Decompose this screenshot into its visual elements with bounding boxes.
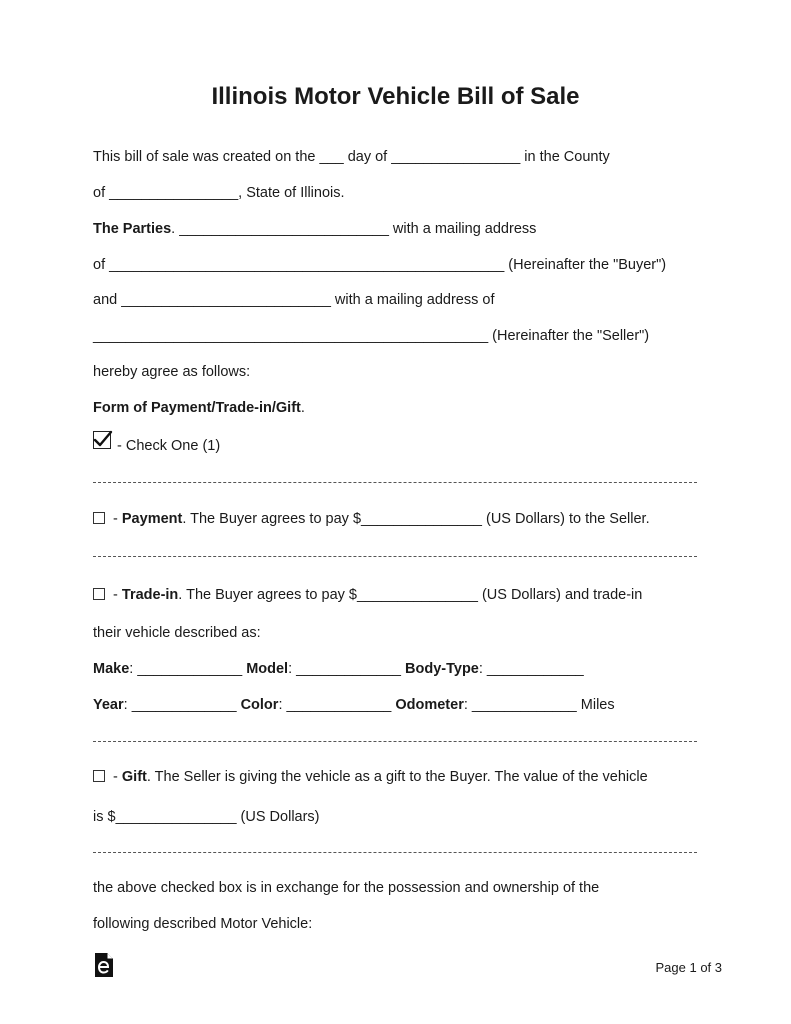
buyer-address-line: of _________________________________________________ (Hereinafter the "Buyer") <box>93 257 667 273</box>
county-line: of ________________, State of Illinois. <box>93 185 345 201</box>
vehicle-description-line: following described Motor Vehicle: <box>93 916 313 932</box>
gift-value-line: is $_______________ (US Dollars) <box>93 809 320 825</box>
model-label: Model <box>246 661 289 677</box>
tradein-option <box>93 586 642 604</box>
seller-address-line: _________________________________________________ (Hereinafter the "Seller") <box>93 328 650 344</box>
eforms-logo-icon <box>93 952 115 978</box>
payment-form-title: Form of Payment/Trade-in/Gift <box>93 400 301 416</box>
gift-label: Gift <box>121 769 147 785</box>
body-type-field: : ____________ <box>478 661 584 677</box>
model-field: : _____________ <box>288 661 406 677</box>
payment-checkbox[interactable] <box>93 512 105 524</box>
parties-line <box>93 220 536 238</box>
make-label: Make <box>93 661 130 677</box>
payment-form-period: . <box>300 400 305 416</box>
tradein-text: . The Buyer agrees to pay $_______________ (US Dollars) and trade-in <box>178 587 643 603</box>
gift-prefix: - <box>109 769 122 785</box>
created-on-line: This bill of sale was created on the ___ day of ________________ in the County <box>93 149 610 165</box>
parties-heading: The Parties <box>93 221 172 237</box>
odometer-label: Odometer <box>395 697 464 713</box>
payment-form-heading <box>93 399 305 417</box>
odometer-field: : _____________ Miles <box>463 697 615 713</box>
parties-text: . __________________________ with a mailing address <box>171 221 537 237</box>
make-field: : _____________ <box>129 661 247 677</box>
payment-option <box>93 510 650 528</box>
page-number: Page 1 of 3 <box>655 960 722 975</box>
check-one-checkbox[interactable] <box>93 431 111 449</box>
agree-line: hereby agree as follows: <box>93 364 251 380</box>
tradein-label: Trade-in <box>121 587 179 603</box>
payment-label: Payment <box>121 511 183 527</box>
vehicle-year-color-line <box>93 696 615 714</box>
color-field: : _____________ <box>278 697 396 713</box>
payment-prefix: - <box>109 511 122 527</box>
tradein-described-line: their vehicle described as: <box>93 625 261 641</box>
checkmark-icon <box>92 428 114 450</box>
divider <box>93 741 697 742</box>
divider <box>93 482 697 483</box>
seller-name-line: and __________________________ with a mailing address of <box>93 292 495 308</box>
tradein-prefix: - <box>109 587 122 603</box>
divider <box>93 852 697 853</box>
gift-option <box>93 768 648 786</box>
vehicle-make-model-line <box>93 660 584 678</box>
gift-checkbox[interactable] <box>93 770 105 782</box>
document-title: Illinois Motor Vehicle Bill of Sale <box>211 83 580 110</box>
exchange-line: the above checked box is in exchange for the possession and ownership of the <box>93 880 600 896</box>
divider <box>93 556 697 557</box>
payment-text: . The Buyer agrees to pay $_______________ (US Dollars) to the Seller. <box>182 511 650 527</box>
gift-text: . The Seller is giving the vehicle as a gift to the Buyer. The value of the vehicle <box>146 769 648 785</box>
year-label: Year <box>93 697 124 713</box>
tradein-checkbox[interactable] <box>93 588 105 600</box>
color-label: Color <box>240 697 279 713</box>
check-one-label: - Check One (1) <box>113 438 221 454</box>
year-field: : _____________ <box>123 697 241 713</box>
body-type-label: Body-Type <box>405 661 479 677</box>
